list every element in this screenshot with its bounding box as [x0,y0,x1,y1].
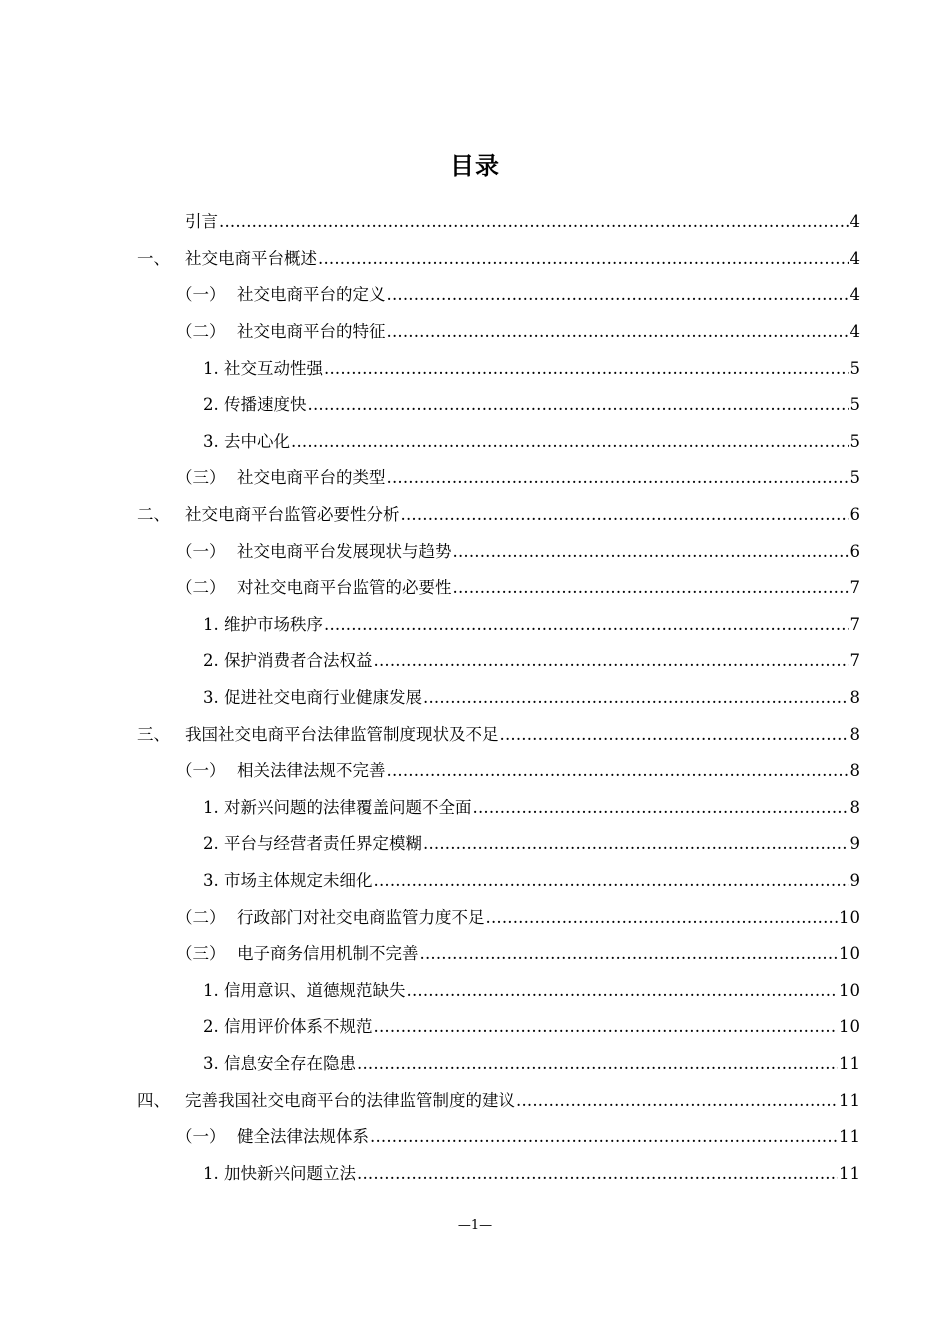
toc-entry[interactable] [176,306,860,342]
toc-dot-leader [387,322,849,342]
toc-entry[interactable] [176,269,860,305]
toc-dot-leader [374,1017,839,1037]
toc-dot-leader [308,395,849,415]
toc-entry-page-number: 5 [849,468,860,488]
toc-entry-label: 1. 社交互动性强 [203,358,323,378]
toc-entry-page-number: 9 [849,834,860,854]
toc-entry-label: 1. 对新兴问题的法律覆盖问题不全面 [203,797,472,817]
toc-entry-page-number: 7 [849,578,860,598]
toc-entry[interactable] [203,818,860,854]
toc-entry-number: 一、 [137,248,170,268]
toc-entry-page-number: 7 [849,651,860,671]
toc-entry-number: （一） [176,1127,226,1147]
toc-title: 目录 [450,152,500,180]
toc-entry-page-number: 10 [839,944,860,964]
toc-entry-page-number: 10 [839,1017,860,1037]
toc-entry-page-number: 6 [849,541,860,561]
toc-dot-leader [374,651,849,671]
toc-entry-page-number: 10 [839,980,860,1000]
toc-dot-leader [324,359,849,379]
toc-dot-leader [387,468,849,488]
toc-dot-leader [516,1091,838,1111]
toc-entry-label: 3. 市场主体规定未细化 [203,871,373,890]
toc-entry-number: （一） [176,761,226,781]
toc-entry[interactable] [203,599,860,635]
toc-dot-leader [357,1054,838,1074]
toc-dot-leader [291,432,849,452]
toc-entry[interactable] [137,196,860,232]
toc-entry[interactable] [203,1038,860,1074]
toc-entry[interactable] [176,562,860,598]
toc-entry-label: 1. 加快新兴问题立法 [203,1163,356,1183]
toc-entry-label: 1. 信用意识、道德规范缺失 [203,980,406,1000]
toc-entry-label: 完善我国社交电商平台的法律监管制度的建议 [185,1090,515,1110]
toc-dot-leader [453,542,849,562]
toc-entry[interactable] [203,672,860,708]
page-number-footer: —1— [457,1218,493,1233]
toc-entry-label: 引言 [185,212,218,232]
toc-entry-number: （二） [176,578,226,598]
toc-dot-leader [318,249,849,269]
toc-entry-label: 健全法律法规体系 [237,1127,369,1147]
toc-entry[interactable] [176,928,860,964]
toc-entry-page-number: 11 [839,1054,860,1073]
toc-dot-leader [374,871,849,891]
toc-entry-label: 行政部门对社交电商监管力度不足 [237,907,485,927]
toc-entry-label: 社交电商平台概述 [185,248,317,268]
toc-entry[interactable] [176,891,860,927]
toc-entry-label: 3. 促进社交电商行业健康发展 [203,688,422,707]
toc-entry-label: 2. 平台与经营者责任界定模糊 [203,834,422,854]
toc-dot-leader [387,285,849,305]
toc-dot-leader [453,578,849,598]
toc-entry-label: 电子商务信用机制不完善 [237,944,419,964]
toc-entry-page-number: 11 [839,1090,860,1110]
toc-entry-label: 1. 维护市场秩序 [203,614,323,634]
toc-entry-label: 我国社交电商平台法律监管制度现状及不足 [185,724,499,744]
toc-dot-leader [387,761,849,781]
toc-entry-page-number: 11 [839,1163,860,1183]
toc-entry-label: 3. 信息安全存在隐患 [203,1054,356,1073]
toc-entry-number: （一） [176,541,226,561]
toc-entry[interactable] [203,965,860,1001]
toc-entry[interactable] [203,635,860,671]
toc-entry-number: （一） [176,285,226,305]
toc-entry-page-number: 4 [849,285,860,305]
toc-entry[interactable] [176,452,860,488]
toc-entry[interactable] [203,342,860,378]
toc-entry-number: （二） [176,322,226,341]
toc-entry[interactable] [203,855,860,891]
toc-entry-page-number: 4 [849,248,860,268]
toc-entry-page-number: 10 [839,907,860,927]
toc-entry[interactable] [203,1148,860,1184]
toc-dot-leader [324,615,849,635]
toc-entry[interactable] [137,233,860,269]
toc-entry-page-number: 6 [849,505,860,524]
toc-entry-page-number: 8 [849,797,860,817]
toc-entry-label: 2. 保护消费者合法权益 [203,651,373,671]
toc-dot-leader [370,1127,838,1147]
toc-entry-label: 相关法律法规不完善 [237,761,386,781]
toc-entry-number: （三） [176,944,226,964]
toc-entry-label: 社交电商平台监管必要性分析 [185,505,400,524]
toc-dot-leader [401,505,849,525]
toc-entry[interactable] [176,745,860,781]
toc-entry-number: （二） [176,907,226,927]
toc-entry[interactable] [203,416,860,452]
toc-entry-label: 社交电商平台的特征 [237,322,386,341]
toc-entry-label: 对社交电商平台监管的必要性 [237,578,452,598]
toc-entry[interactable] [137,489,860,525]
toc-entry[interactable] [203,782,860,818]
toc-dot-leader [423,834,849,854]
toc-dot-leader [407,981,839,1001]
toc-entry[interactable] [203,379,860,415]
toc-entry[interactable] [203,1001,860,1037]
toc-entry-page-number: 9 [849,871,860,890]
toc-dot-leader [423,688,849,708]
toc-dot-leader [219,212,849,232]
toc-entry[interactable] [176,1111,860,1147]
toc-entry[interactable] [137,1074,860,1110]
toc-entry-number: 四、 [137,1090,170,1110]
toc-entry-label: 社交电商平台发展现状与趋势 [237,541,452,561]
toc-entry-page-number: 5 [849,395,860,415]
toc-entry-page-number: 8 [849,724,860,744]
toc-entry-label: 2. 传播速度快 [203,395,307,415]
toc-entry-page-number: 7 [849,614,860,634]
toc-entry-page-number: 5 [849,358,860,378]
toc-entry-number: 三、 [137,724,170,744]
toc-dot-leader [486,908,839,928]
toc-entry[interactable] [137,708,860,744]
toc-entry-page-number: 4 [849,322,860,341]
toc-entry-page-number: 8 [849,688,860,707]
toc-dot-leader [473,798,849,818]
toc-entry-number: （三） [176,468,226,488]
toc-entry-page-number: 5 [849,431,860,451]
toc-entry-label: 3. 去中心化 [203,431,290,451]
toc-entry-number: 二、 [137,505,170,524]
toc-dot-leader [500,725,849,745]
toc-dot-leader [357,1164,838,1184]
toc-entry-page-number: 4 [849,212,860,232]
toc-entry[interactable] [176,525,860,561]
toc-dot-leader [420,944,839,964]
toc-entry-label: 社交电商平台的类型 [237,468,386,488]
toc-entry-page-number: 11 [839,1127,860,1147]
toc-entry-page-number: 8 [849,761,860,781]
toc-entry-label: 社交电商平台的定义 [237,285,386,305]
toc-entry-label: 2. 信用评价体系不规范 [203,1017,373,1037]
